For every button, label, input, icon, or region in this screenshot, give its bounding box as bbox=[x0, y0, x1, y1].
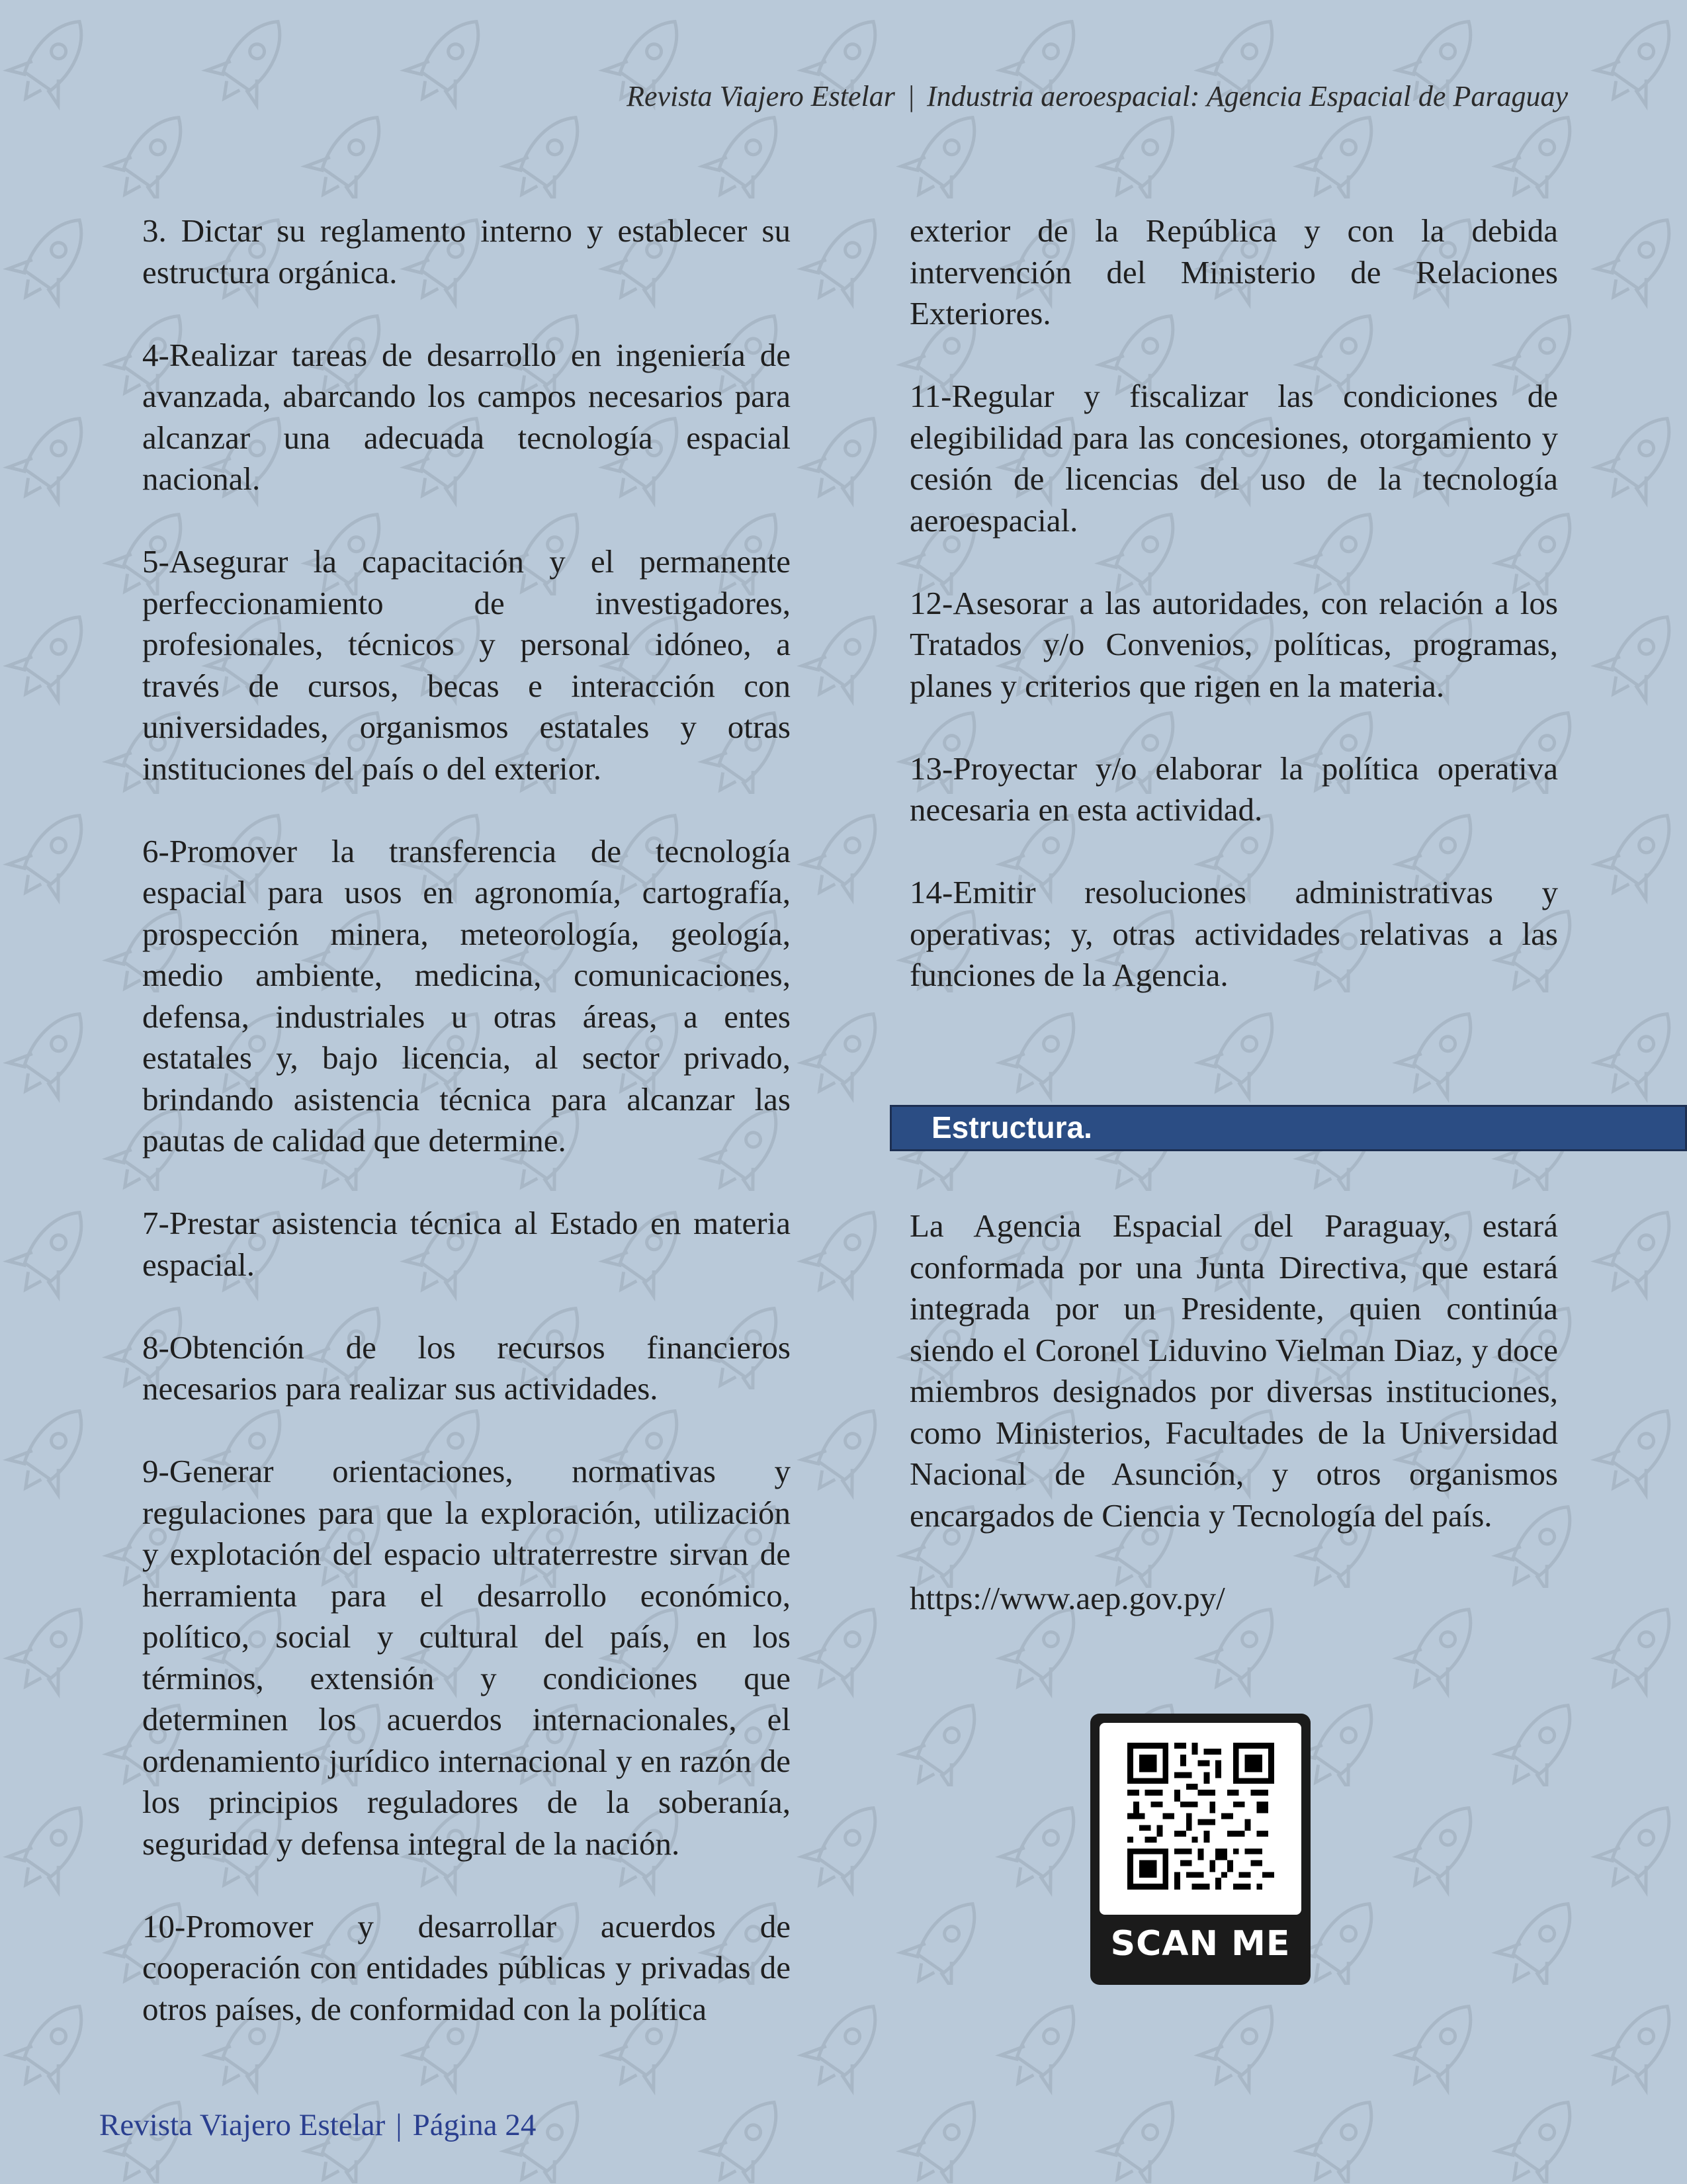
website-url[interactable]: https://www.aep.gov.py/ bbox=[910, 1579, 1225, 1616]
paragraph: 7-Prestar asistencia técnica al Estado en materia espacial. bbox=[142, 1205, 791, 1283]
qr-scan-label: SCAN ME bbox=[1110, 1924, 1291, 1964]
paragraph: 8-Obtención de los recursos financieros necesarios para realizar sus actividades. bbox=[142, 1329, 791, 1407]
qr-code-area bbox=[1100, 1723, 1301, 1915]
estructura-paragraph: La Agencia Espacial del Paraguay, estará conformada por una Junta Directiva, que estará integrada por un Presidente, quien continúa siendo el Coronel Liduvino Vielman Diaz, y doce miembros designados por diversas instituciones, como Ministerios, Facultades de la Universidad Nacional de Asunción, y otros organismos encargados de Ciencia y Tecnología del país. bbox=[910, 1207, 1558, 1534]
paragraph: 5-Asegurar la capacitación y el permanente perfeccionamiento de investigadores, profesionales, técnicos y personal idóneo, a través de cursos, becas e interacción con universidades, organismos estatales y otras instituciones del país o del exterior. bbox=[142, 543, 791, 787]
paragraph: 11-Regular y fiscalizar las condiciones de elegibilidad para las concesiones, otorgamiento y cesión de licencias del uso de la tecnología aeroespacial. bbox=[910, 378, 1558, 539]
paragraph: 9-Generar orientaciones, normativas y regulaciones para que la exploración, utilización y explotación del espacio ultraterrestre sirvan de herramienta para el desarrollo económico, político, social y cultural del país, en los términos, extensión y condiciones que determinen los acuerdos internacionales, el ordenamiento jurídico internacional y en razón de los principios reguladores de la soberanía, seguridad y defensa integral de la nación. bbox=[142, 1453, 791, 1862]
paragraph: 13-Proyectar y/o elaborar la política operativa necesaria en esta actividad. bbox=[910, 750, 1558, 828]
section-heading-bar bbox=[890, 1105, 1687, 1151]
footer-magazine: Revista Viajero Estelar bbox=[99, 2108, 386, 2142]
page-footer bbox=[99, 2107, 536, 2143]
paragraph: 3. Dictar su reglamento interno y establecer su estructura orgánica. bbox=[142, 212, 791, 290]
header-magazine: Revista Viajero Estelar bbox=[627, 80, 895, 112]
paragraph: 14-Emitir resoluciones administrativas y operativas; y, otras actividades relativas a las funciones de la Agencia. bbox=[910, 874, 1558, 993]
paragraph: exterior de la República y con la debida intervención del Ministerio de Relaciones Exteriores. bbox=[910, 212, 1558, 331]
left-column bbox=[142, 210, 791, 2030]
paragraph: 10-Promover y desarrollar acuerdos de cooperación con entidades públicas y privadas de otros países, de conformidad con la política bbox=[142, 1907, 791, 2027]
header-separator: | bbox=[906, 80, 915, 112]
right-column bbox=[910, 210, 1558, 996]
paragraph: 6-Promover la transferencia de tecnología espacial para usos en agronomía, cartografía, prospección minera, meteorología, geología, medio ambiente, medicina, comunicaciones, defensa, industriales u otras áreas, a entes estatales y, bajo licencia, al sector privado, brindando asistencia técnica para alcanzar las pautas de calidad que determine. bbox=[142, 832, 791, 1158]
footer-separator: | bbox=[396, 2108, 402, 2142]
footer-page-number: Página 24 bbox=[412, 2108, 537, 2142]
header-section: Industria aeroespacial: Agencia Espacial de Paraguay bbox=[926, 80, 1568, 112]
paragraph: 4-Realizar tareas de desarrollo en ingeniería de avanzada, abarcando los campos necesarios para alcanzar una adecuada tecnología espacial nacional. bbox=[142, 336, 791, 497]
estructura-section bbox=[910, 1205, 1558, 1619]
section-title: Estructura. bbox=[931, 1110, 1092, 1145]
qr-code-card[interactable] bbox=[1090, 1714, 1311, 1985]
qr-code-icon bbox=[1127, 1743, 1274, 1890]
running-header bbox=[627, 79, 1568, 113]
paragraph: 12-Asesorar a las autoridades, con relación a los Tratados y/o Convenios, políticas, programas, planes y criterios que rigen en la materia. bbox=[910, 584, 1558, 704]
